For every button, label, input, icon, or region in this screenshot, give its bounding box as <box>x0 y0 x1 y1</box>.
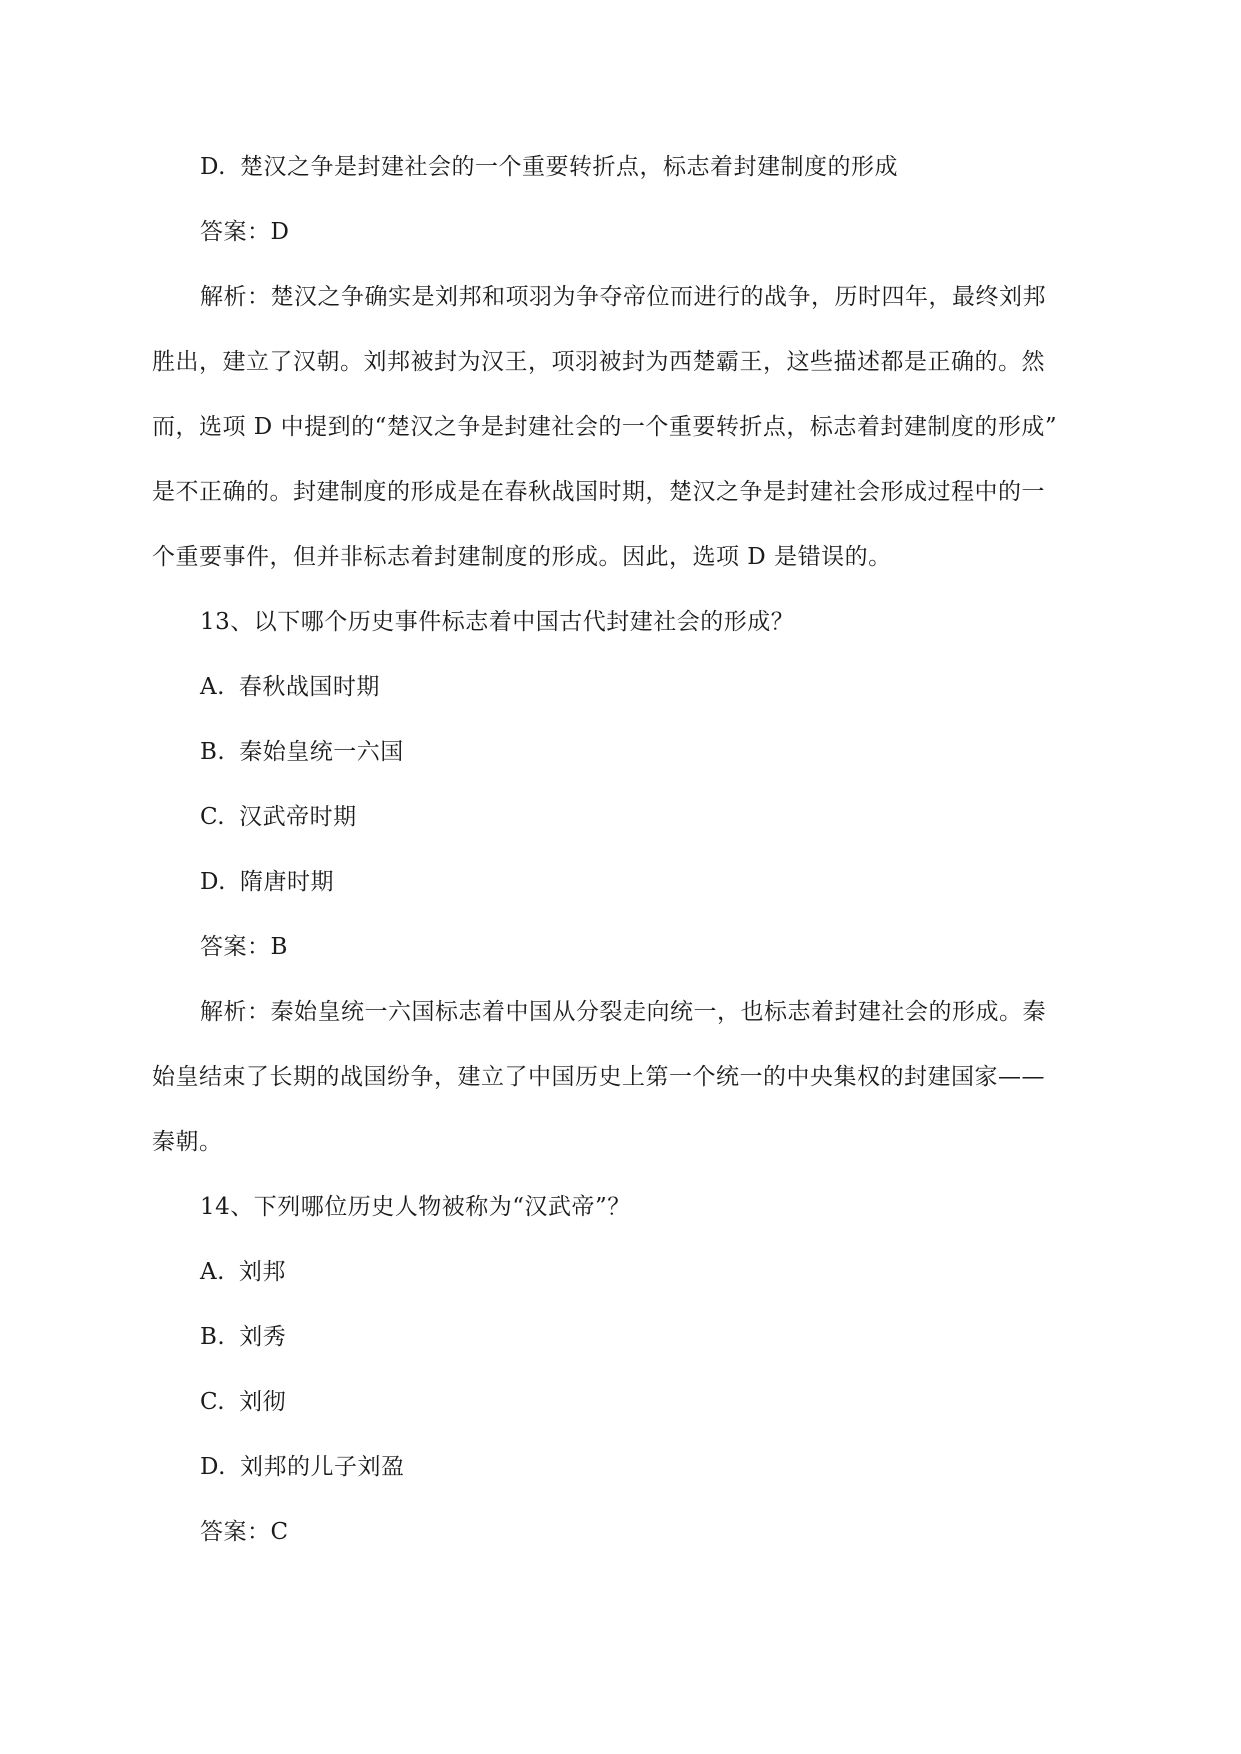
q12-option-d <box>200 152 898 182</box>
q13-analysis-line: 秦朝。 <box>152 1129 223 1155</box>
option-text: 秦始皇统一六国 <box>239 739 404 765</box>
option-text: 春秋战国时期 <box>238 674 380 700</box>
q12-analysis-line: 个重要事件，但并非标志着封建制度的形成。因此，选项 D 是错误的。 <box>152 544 892 570</box>
option-label: B. <box>200 739 226 765</box>
q13-option-a <box>200 672 380 702</box>
option-label: D. <box>200 154 226 180</box>
q12-analysis-line: 解析：楚汉之争确实是刘邦和项羽为争夺帝位而进行的战争，历时四年，最终刘邦 <box>200 284 1046 310</box>
option-label: C. <box>200 804 226 830</box>
q13-analysis-line: 始皇结束了长期的战国纷争，建立了中国历史上第一个统一的中央集权的封建国家—— <box>152 1064 1045 1090</box>
option-label: D. <box>200 1454 226 1480</box>
q12-analysis-line: 而，选项 D 中提到的“楚汉之争是封建社会的一个重要转折点，标志着封建制度的形成” <box>152 414 1058 440</box>
q14-option-d <box>200 1452 404 1482</box>
q12-analysis-line: 胜出，建立了汉朝。刘邦被封为汉王，项羽被封为西楚霸王，这些描述都是正确的。然 <box>152 349 1045 375</box>
option-text: 楚汉之争是封建社会的一个重要转折点，标志着封建制度的形成 <box>239 154 898 180</box>
q13-option-c <box>200 802 357 832</box>
q14-question: 14、下列哪位历史人物被称为“汉武帝”？ <box>200 1194 631 1220</box>
q12-analysis-line: 是不正确的。封建制度的形成是在春秋战国时期，楚汉之争是封建社会形成过程中的一 <box>152 479 1045 505</box>
q14-option-c <box>200 1387 286 1417</box>
q13-option-d <box>200 867 334 897</box>
option-text: 刘彻 <box>239 1389 287 1415</box>
q12-answer: 答案：D <box>200 219 290 245</box>
q13-analysis-line: 解析：秦始皇统一六国标志着中国从分裂走向统一，也标志着封建社会的形成。秦 <box>200 999 1046 1025</box>
q13-question: 13、以下哪个历史事件标志着中国古代封建社会的形成？ <box>200 609 795 635</box>
option-label: A. <box>200 674 225 700</box>
option-label: C. <box>200 1389 226 1415</box>
option-text: 汉武帝时期 <box>239 804 357 830</box>
option-text: 刘秀 <box>239 1324 287 1350</box>
option-label: B. <box>200 1324 226 1350</box>
option-label: D. <box>200 869 226 895</box>
q13-answer: 答案：B <box>200 934 288 960</box>
q13-option-b <box>200 737 404 767</box>
q14-option-a <box>200 1257 286 1287</box>
option-label: A. <box>200 1259 225 1285</box>
option-text: 刘邦 <box>238 1259 286 1285</box>
option-text: 隋唐时期 <box>239 869 334 895</box>
option-text: 刘邦的儿子刘盈 <box>239 1454 405 1480</box>
q14-option-b <box>200 1322 286 1352</box>
q14-answer: 答案：C <box>200 1519 289 1545</box>
